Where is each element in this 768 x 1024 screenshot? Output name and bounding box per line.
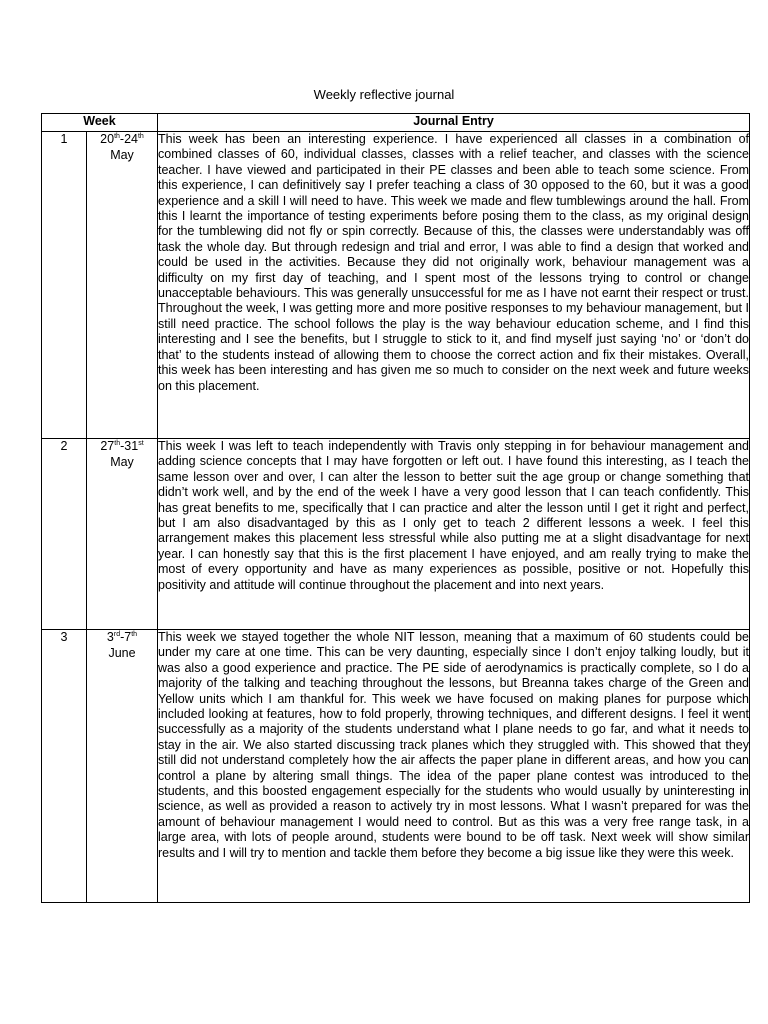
date-end-suffix: th	[137, 132, 144, 140]
date-start: 3	[106, 630, 114, 644]
date-start-suffix: th	[114, 439, 121, 447]
date-end-suffix: st	[138, 439, 144, 447]
journal-entry-text: This week I was left to teach independently with Travis only stepping in for behaviour management and adding science concepts that I may have forgotten or left out. I have found this interesting, as I teach the same lesson over and over, I can alter the lesson to better suit the age group or change something that didn’t work well, and by the end of the week I have a very good lesson that I can teach confidently. This has great benefits to me, specifically that I can practice and alter the lesson until I get it right and perfect, but I am also disadvantaged by this as I only get to teach 2 different lessons a week. I feel this arrangement makes this placement less stressful while also putting me at a slight disadvantage for next year. I can honestly say that this is the first placement I have enjoyed, and am really trying to make the most of every opportunity and have as many experiences as possible, positive or not. Hopefully this positivity and attitude will continue throughout the placement and into next years.	[158, 439, 750, 630]
date-end-suffix: th	[131, 630, 138, 638]
date-month: June	[108, 645, 136, 660]
week-dates	[87, 630, 158, 903]
week-column-header: Week	[42, 114, 158, 132]
week-number: 1	[42, 132, 87, 439]
date-end: -24	[119, 132, 138, 146]
week-dates	[87, 439, 158, 630]
journal-entry-text: This week we stayed together the whole NIT lesson, meaning that a maximum of 60 students could be under my care at one time. This can be very daunting, especially since I don’t enjoy talking loudly, but it was also a good experience and practice. The PE side of aerodynamics is practically complete, so I do a majority of the talking and teaching throughout the lessons, but Breanna takes charge of the Green and Yellow units which I am thankful for. This week we have focused on making planes for purpose which included looking at features, how to fold properly, throwing techniques, and different designs. I feel it went successfully as a majority of the students understand what I plane needs to go far, and what it needs to stay in the air. We also started discussing track planes which they struggled with. This showed that they still did not understand completely how the air affects the paper plane in different areas, and how you can control a plane by altering small things. The idea of the paper plane contest was introduced to the students, and this boosted engagement especially for the students who would usually by uninteresting in science, as well as provided a reason to actively try in most lessons. What I wasn’t prepared for was the amount of behaviour management I would need to control. But as this was a very free range task, in a large area, with lots of people around, students were bound to be off task. Next week will show similar results and I will try to mention and tackle them before they become a big issue like they were this week.	[158, 630, 750, 903]
date-start-suffix: rd	[113, 630, 121, 638]
document-title: Weekly reflective journal	[313, 87, 455, 102]
table-row	[42, 132, 750, 439]
week-number: 3	[42, 630, 87, 903]
journal-entry-column-header: Journal Entry	[158, 114, 750, 132]
date-month: May	[110, 147, 134, 162]
table-row	[42, 630, 750, 903]
date-end: -7	[120, 630, 132, 644]
date-start-suffix: th	[114, 132, 120, 140]
date-month: May	[110, 454, 134, 469]
table-row	[42, 439, 750, 630]
journal-entry-text: This week has been an interesting experience. I have experienced all classes in a combination of combined classes of 60, individual classes, classes with a relief teacher, and classes with the science teacher. I have viewed and participated in their PE classes and been able to teach some science. From this experience, I can definitively say I prefer teaching a class of 30 opposed to the 60, but it was a good experience and a skill I will need to have. This week we made and flew tumblewings around the hall. From this I learnt the importance of testing experiments before posing them to the class, as my original design for the tumblewing did not fly or spin correctly. Because of this, the classes were understandably was off task the whole day. But through redesign and trial and error, I was able to find a design that worked and could be used in the activities. Because they did not originally work, behaviour management was a difficulty on my first day of teaching, and I spent most of the lessons trying to control or change unacceptable behaviours. This was generally unsuccessful for me as I have not earnt their respect or trust. Throughout the week, I was getting more and more positive responses to my behaviour management, but I still need practice. The school follows the play is the way behaviour education scheme, and I find this interesting and I see the benefits, but I struggle to stick to it, and find myself just saying ‘no’ or ‘don’t do that’ to the students instead of allowing them to choose the correct action and fix their mistakes. Overall, this week has been interesting and has given me so much to consider on the next week and future weeks on this placement.	[158, 132, 750, 439]
table-header-row	[42, 114, 750, 132]
date-end: -31	[120, 439, 139, 453]
date-start: 20	[100, 132, 115, 146]
journal-table	[41, 113, 750, 903]
week-dates	[87, 132, 158, 439]
week-number: 2	[42, 439, 87, 630]
date-start: 27	[100, 439, 115, 453]
